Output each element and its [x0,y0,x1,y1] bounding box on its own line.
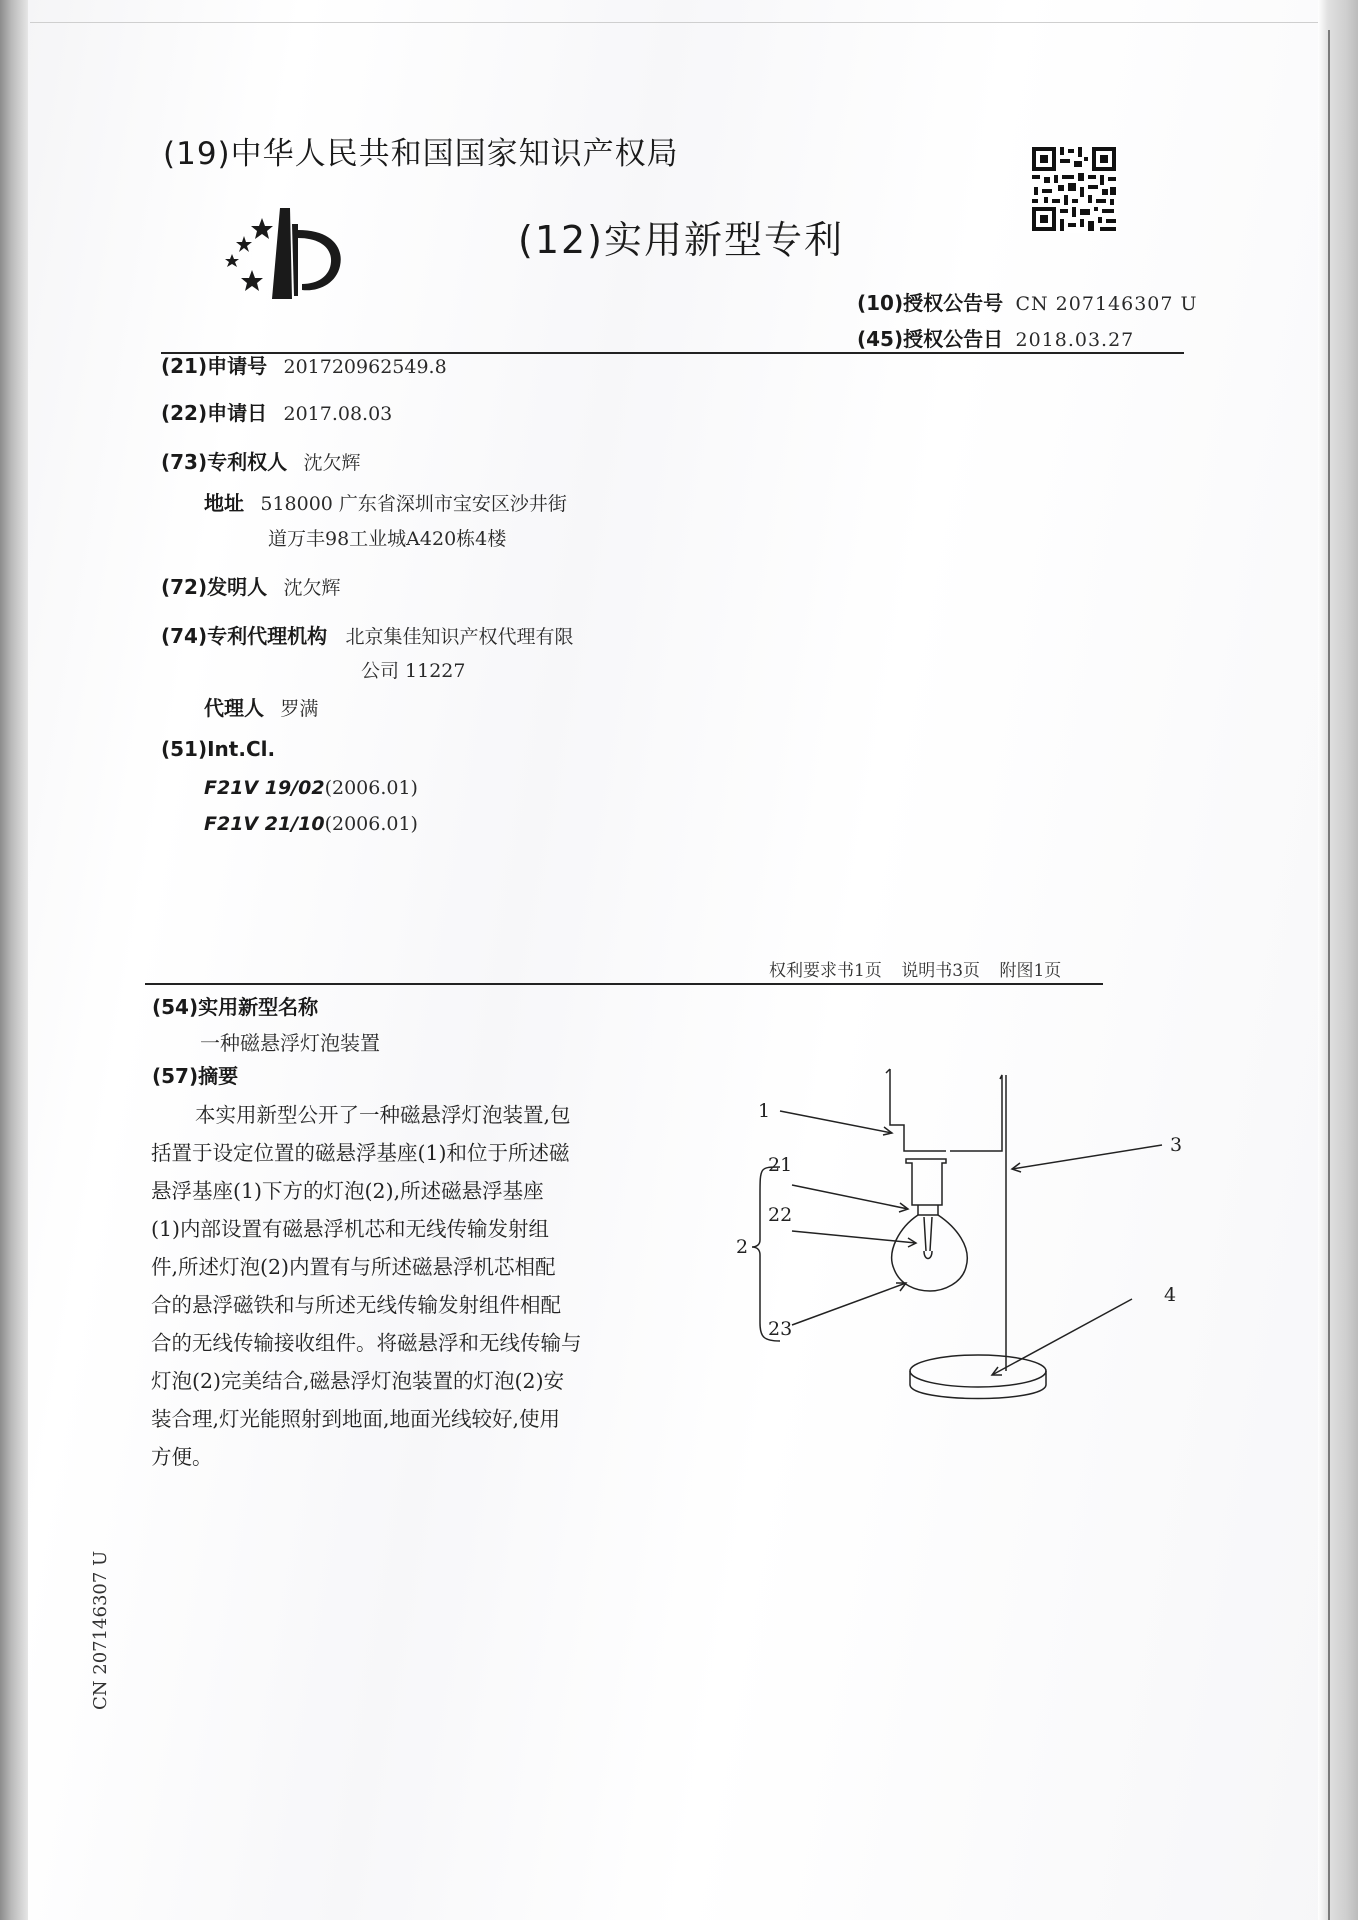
address-line-2: 道万丰98工业城A420栋4楼 [268,528,507,550]
publication-number-row [857,287,1198,316]
scan-top-edge [30,22,1330,23]
leader-4 [992,1299,1132,1375]
scan-left-shadow [0,0,28,1920]
intcl-code: F21V 21/10 [204,813,325,835]
publication-date-label: (45)授权公告日 [857,327,1004,351]
abstract-text [151,1096,643,1476]
agency-row [161,620,574,649]
abstract-line: 合的无线传输接收组件。将磁悬浮和无线传输与 [151,1331,582,1355]
patentee-row [161,446,361,475]
abstract-label-row [152,1060,238,1089]
base-disc-top [910,1355,1046,1387]
inventor-label: (72)发明人 [161,575,268,599]
application-date-row [161,397,392,426]
leader-1 [780,1111,892,1133]
address-line-1: 518000 广东省深圳市宝安区沙井街 [260,493,567,515]
patentee-value: 沈欠辉 [303,452,361,474]
figure-label-3: 3 [1170,1134,1183,1156]
inventor-row [161,571,341,600]
agent-label: 代理人 [204,696,264,720]
abstract-line: 装合理,灯光能照射到地面,地面光线较好,使用 [151,1407,561,1431]
intcl-code: F21V 19/02 [204,777,325,799]
agent-row [204,692,318,721]
cnipa-emblem-icon [222,204,352,304]
agent-value: 罗满 [280,698,319,720]
agency-line-2: 公司 11227 [361,660,466,682]
base-right-edge [950,1075,1002,1151]
intcl-label: (51)Int.Cl. [161,737,276,761]
abstract-line: 悬浮基座(1)下方的灯泡(2),所述磁悬浮基座 [151,1179,544,1203]
abstract-figure [680,1055,1200,1425]
base-disc-side [910,1371,1046,1399]
intcl-year: (2006.01) [324,813,418,835]
scan-right-border [1328,30,1330,1920]
title-value-row [200,1027,380,1056]
bulb-filament [924,1217,932,1259]
abstract-line: 件,所述灯泡(2)内置有与所述磁悬浮机芯相配 [151,1255,556,1279]
abstract-line: 合的悬浮磁铁和与所述无线传输发射组件相配 [151,1293,561,1317]
section-divider [145,983,1103,985]
intcl-entry [204,811,418,835]
abstract-line: 方便。 [151,1445,213,1469]
figure-label-23: 23 [768,1318,793,1340]
publication-date-row [857,323,1134,352]
abstract-label: (57)摘要 [152,1064,239,1088]
publication-date-value: 2018.03.27 [1015,329,1135,351]
qr-code-icon [1030,145,1118,233]
intcl-entry [204,775,418,799]
application-date-label: (22)申请日 [161,401,268,425]
intcl-row [161,737,275,761]
figure-label-22: 22 [768,1204,793,1226]
address-row [204,487,567,516]
intcl-year: (2006.01) [324,777,418,799]
leader-21 [792,1185,908,1209]
figure-label-21: 21 [768,1154,793,1176]
agency-row-2 [361,656,465,683]
agency-line-1: 北京集佳知识产权代理有限 [345,626,574,648]
scan-right-shadow [1318,0,1358,1920]
patentee-label: (73)专利权人 [161,450,288,474]
title-label-row [152,991,318,1020]
figure-label-2: 2 [736,1236,749,1258]
agency-label: (74)专利代理机构 [161,624,328,648]
application-number-value: 201720962549.8 [283,356,447,378]
side-publication-number: CN 207146307 U [90,1550,111,1710]
publication-number-label: (10)授权公告号 [857,291,1004,315]
application-number-label: (21)申请号 [161,354,268,378]
bulb-socket [906,1159,946,1205]
abstract-line: 灯泡(2)完美结合,磁悬浮灯泡装置的灯泡(2)安 [151,1369,565,1393]
figure-label-1: 1 [758,1100,771,1122]
abstract-line: 本实用新型公开了一种磁悬浮灯泡装置,包 [195,1103,571,1127]
abstract-line: (1)内部设置有磁悬浮机芯和无线传输发射组 [151,1217,550,1241]
application-date-value: 2017.08.03 [283,403,393,425]
figure-label-4: 4 [1164,1284,1177,1306]
inventor-value: 沈欠辉 [283,577,341,599]
bulb-neck [918,1205,938,1215]
page-counts: 权利要求书1页 说明书3页 附图1页 [769,961,1062,981]
abstract-line: 括置于设定位置的磁悬浮基座(1)和位于所述磁 [151,1141,570,1165]
address-label: 地址 [204,491,244,515]
leader-3 [1012,1145,1162,1169]
base-mount-outline [886,1069,946,1151]
bulb-glass [892,1215,968,1291]
bracket-2 [752,1167,780,1341]
title-label: (54)实用新型名称 [152,995,319,1019]
publication-number-value: CN 207146307 U [1015,293,1198,315]
document-type-title: (12)实用新型专利 [518,218,845,262]
utility-model-title: 一种磁悬浮灯泡装置 [200,1031,380,1055]
office-name: (19)中华人民共和国国家知识产权局 [163,136,679,172]
leader-23 [792,1283,906,1325]
application-number-row [161,350,447,379]
address-row-2 [268,524,506,551]
